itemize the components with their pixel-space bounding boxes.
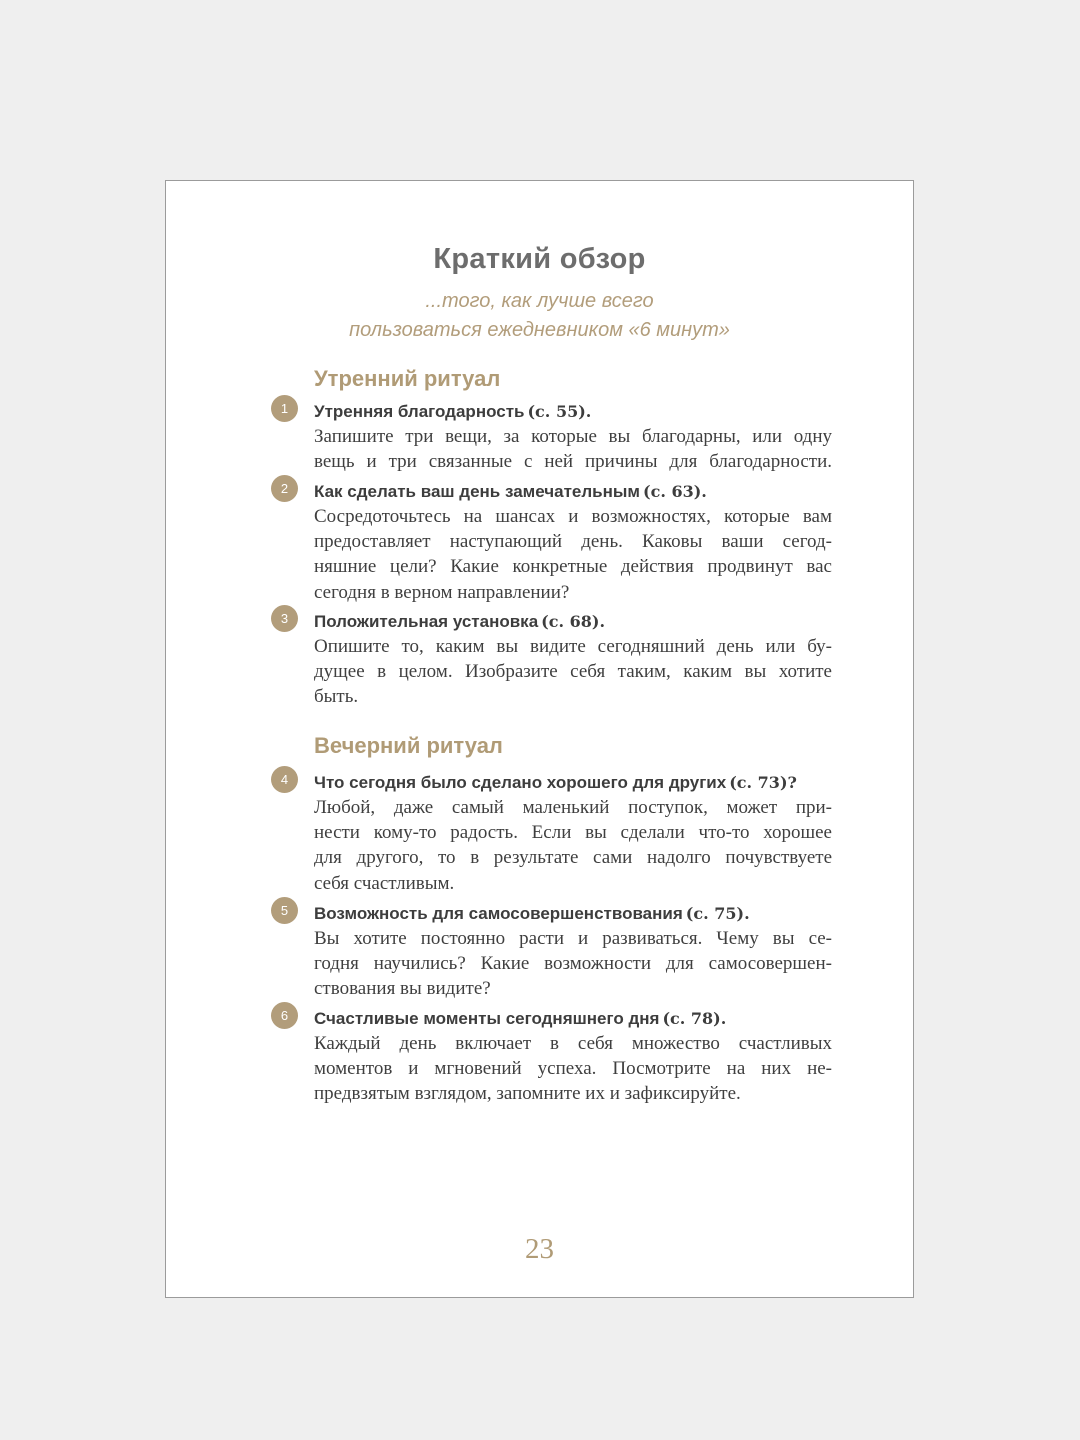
item-title (314, 399, 832, 424)
list-item-3 (280, 609, 832, 710)
item-title-text: Что сегодня было сделано хорошего для других (314, 773, 727, 792)
section-heading-morning: Утренний ритуал (314, 366, 501, 391)
text-line: быть. (314, 686, 359, 708)
number-badge: 4 (271, 766, 298, 793)
text-line: Запишите три вещи, за которые вы благодарны, или одну (314, 426, 832, 447)
item-description (314, 504, 832, 605)
item-description (314, 795, 832, 896)
item-description (314, 1031, 832, 1107)
list-item-1 (280, 399, 832, 474)
text-line: няшние цели? Какие конкретные действия продвинут вас (314, 556, 832, 578)
subtitle-line: ...того, как лучше всего (425, 290, 654, 312)
item-title-text: Возможность для самосовершенствования (314, 904, 683, 923)
item-title (314, 770, 832, 795)
list-item-2 (280, 479, 832, 605)
text-line: Сосредоточьтесь на шансах и возможностях, которые вам (314, 506, 832, 527)
item-title-text: Счастливые моменты сегодняшнего дня (314, 1009, 660, 1028)
text-line: для другого, то в результате сами надолго почувствуете (314, 847, 832, 869)
text-line: вещь и три связанные с ней причины для благодарности. (314, 451, 832, 473)
item-description (314, 926, 832, 1002)
text-line: дущее в целом. Изобразите себя таким, каким вы хотите (314, 661, 832, 683)
item-title (314, 1006, 832, 1031)
text-line: ствования вы видите? (314, 978, 491, 1000)
section-heading-evening: Вечерний ритуал (314, 733, 503, 758)
page-reference: (с. 55). (527, 402, 592, 421)
item-title-text: Как сделать ваш день замечательным (314, 482, 640, 501)
page-subtitle (166, 287, 913, 345)
text-line: Любой, даже самый маленький поступок, может при- (314, 797, 832, 818)
page-reference: (с. 75). (685, 904, 750, 923)
text-line: годня научились? Какие возможности для самосовершен- (314, 953, 832, 975)
text-line: нести кому-то радость. Если вы сделали что-то хорошее (314, 822, 832, 844)
text-line: себя счастливым. (314, 872, 455, 894)
subtitle-line: пользоваться ежедневником «6 минут» (349, 319, 730, 341)
page-reference: (с. 73)? (729, 773, 797, 792)
text-line: предвзятым взглядом, запомните их и зафиксируйте. (314, 1083, 741, 1105)
number-badge: 1 (271, 395, 298, 422)
text-line: Каждый день включает в себя множество счастливых (314, 1033, 832, 1054)
number-badge: 6 (271, 1002, 298, 1029)
number-badge: 5 (271, 897, 298, 924)
list-item-6 (280, 1006, 832, 1107)
list-item-5 (280, 901, 832, 1002)
item-title (314, 479, 832, 504)
item-title (314, 609, 832, 634)
text-line: Опишите то, каким вы видите сегодняшний день или бу- (314, 636, 832, 657)
item-description (314, 424, 832, 474)
item-title-text: Утренняя благодарность (314, 402, 525, 421)
text-line: Вы хотите постоянно расти и развиваться. Чему вы се- (314, 928, 832, 949)
page-reference: (с. 63). (643, 482, 707, 501)
list-item-4 (280, 770, 832, 896)
page-reference: (с. 68). (541, 612, 606, 631)
number-badge: 3 (271, 605, 298, 632)
text-line: моментов и мгновений успеха. Посмотрите на них не- (314, 1058, 832, 1080)
item-title (314, 901, 832, 926)
text-line: сегодня в верном направлении? (314, 581, 570, 603)
item-description (314, 634, 832, 710)
page-reference: (с. 78). (662, 1009, 727, 1028)
book-page (165, 180, 914, 1298)
page-title: Краткий обзор (433, 243, 646, 275)
text-line: предоставляет наступающий день. Каковы ваши сегод- (314, 531, 832, 553)
page-number: 23 (525, 1233, 554, 1265)
number-badge: 2 (271, 475, 298, 502)
item-title-text: Положительная установка (314, 612, 539, 631)
